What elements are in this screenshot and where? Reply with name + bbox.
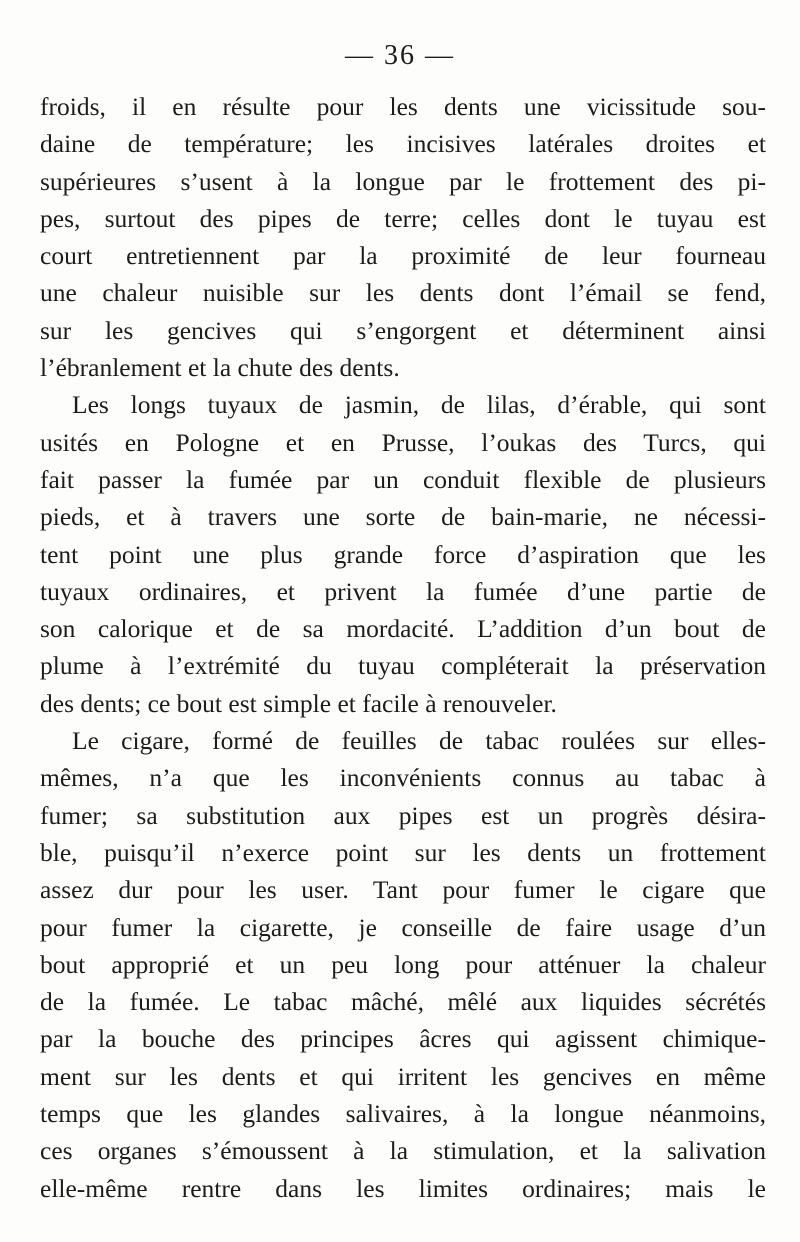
text-line: pes, surtout des pipes de terre; celles dont le tuyau est [40,203,766,233]
text-line: temps que les glandes salivaires, à la longue néanmoins, [40,1099,766,1129]
text-line: mêmes, n’a que les inconvénients connus au tabac à [40,763,766,793]
text-line: plume à l’extrémité du tuyau compléterait la préservation [40,651,766,681]
text-line: pieds, et à travers une sorte de bain-marie, ne nécessi- [40,502,766,532]
text-line: Le cigare, formé de feuilles de tabac roulées sur elles- [72,726,766,756]
text-line: froids, il en résulte pour les dents une vicissitude sou- [40,92,766,121]
text-line: fait passer la fumée par un conduit flexible de plusieurs [40,464,766,494]
text-line: bout approprié et un peu long pour atténuer la chaleur [40,949,766,979]
text-line: ble, puisqu’il n’exerce point sur les dents un frottement [40,837,766,867]
text-line: par la bouche des principes âcres qui agissent chimique- [40,1024,766,1054]
text-line: assez dur pour les user. Tant pour fumer le cigare que [40,875,766,905]
text-line: l’ébranlement et la chute des dents. [40,353,400,383]
text-line: daine de température; les incisives latérales droites et [40,129,766,159]
page-number: — 36 — [345,40,455,71]
text-line: de la fumée. Le tabac mâché, mêlé aux liquides sécrétés [40,987,766,1017]
body-text [40,88,766,1207]
text-line: usités en Pologne et en Prusse, l’oukas des Turcs, qui [40,427,766,457]
text-line: ces organes s’émoussent à la stimulation, et la salivation [40,1136,766,1166]
text-line: court entretiennent par la proximité de leur fourneau [40,241,766,271]
text-line: tuyaux ordinaires, et privent la fumée d’une partie de [40,576,766,606]
text-line: son calorique et de sa mordacité. L’addition d’un bout de [40,614,766,644]
text-line: fumer; sa substitution aux pipes est un progrès désira- [40,800,766,830]
text-line: supérieures s’usent à la longue par le frottement des pi- [40,166,766,196]
text-line: ment sur les dents et qui irritent les gencives en même [40,1061,766,1091]
text-line: Les longs tuyaux de jasmin, de lilas, d’érable, qui sont [72,390,766,420]
paragraph-3 [40,722,766,1207]
text-line: une chaleur nuisible sur les dents dont l’émail se fend, [40,278,766,308]
text-line: tent point une plus grande force d’aspiration que les [40,539,766,569]
text-line: des dents; ce bout est simple et facile à renouveler. [40,688,557,718]
paragraph-1 [40,88,766,386]
text-line: sur les gencives qui s’engorgent et déterminent ainsi [40,315,766,345]
paragraph-2 [40,386,766,722]
text-line: pour fumer la cigarette, je conseille de faire usage d’un [40,912,766,942]
text-line: elle-même rentre dans les limites ordinaires; mais le [40,1173,766,1203]
